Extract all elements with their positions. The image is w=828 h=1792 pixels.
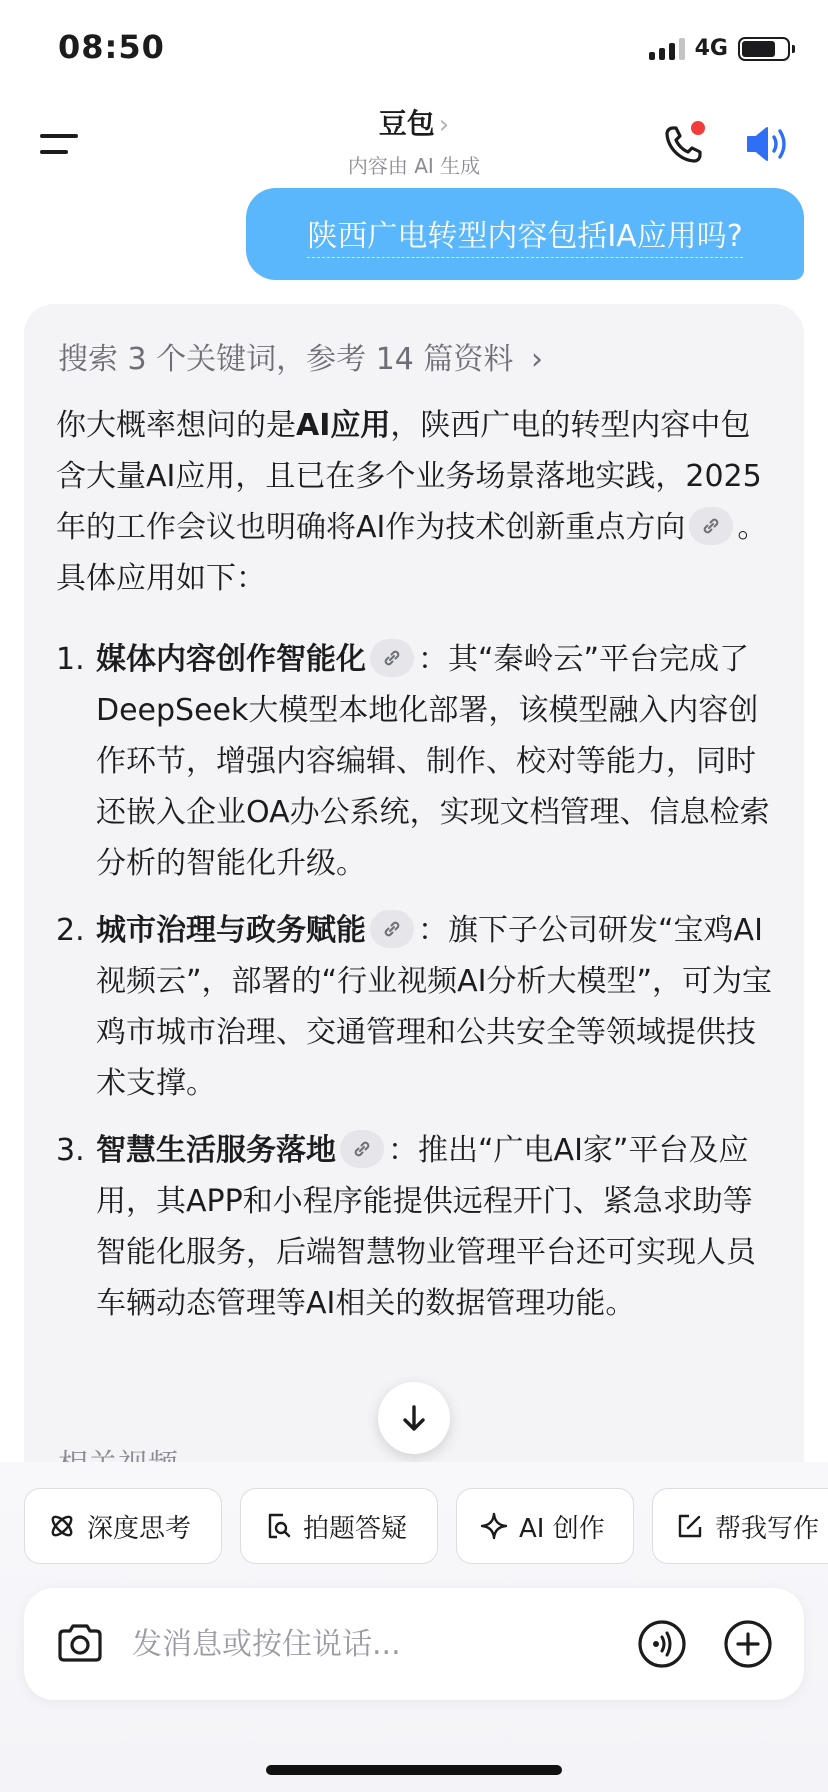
answer-list [56, 634, 772, 1329]
chip-label: 拍题答疑 [303, 1513, 408, 1544]
atom-icon [47, 1511, 77, 1541]
photo-question-button[interactable] [240, 1488, 438, 1564]
message-input[interactable] [132, 1618, 632, 1670]
search-references[interactable] [58, 334, 543, 378]
answer-card [24, 304, 804, 1544]
answer-intro: 你大概率想问的是AI应用，陕西广电的转型内容中包含大量AI应用，且已在多个业务场景落地实践，2025年的工作会议也明确将AI作为技术创新重点方向 。具体应用如下： [56, 408, 768, 596]
sparkle-icon [479, 1511, 509, 1541]
signal-icon [649, 38, 685, 60]
list-item-title: 媒体内容创作智能化 [96, 642, 366, 677]
list-item-title: 智慧生活服务落地 [96, 1133, 336, 1168]
citation-link-icon[interactable] [370, 639, 414, 677]
photo-search-icon [263, 1511, 293, 1541]
chevron-right-icon: › [438, 110, 450, 140]
ai-create-button[interactable] [456, 1488, 634, 1564]
list-item: 3. 智慧生活服务落地 ：推出“广电AI家”平台及应用，其APP和小程序能提供远程开门、紧急求助等智能化服务，后端智慧物业管理平台还可实现人员车辆动态管理等AI相关的数据管理功能。 [56, 1125, 772, 1329]
notification-dot [691, 121, 705, 135]
deep-thinking-button[interactable] [24, 1488, 222, 1564]
composer-area [0, 1462, 828, 1792]
scroll-down-button[interactable] [378, 1382, 450, 1454]
status-bar [0, 0, 828, 100]
list-item: 2. 城市治理与政务赋能 ：旗下子公司研发“宝鸡AI视频云”，部署的“行业视频AI分析大模型”，可为宝鸡市城市治理、交通管理和公共安全等领域提供技术支撑。 [56, 905, 772, 1109]
battery-icon [738, 37, 790, 61]
user-message-bubble[interactable] [246, 188, 804, 280]
chevron-right-icon: › [530, 342, 543, 377]
status-time: 08:50 [58, 28, 165, 66]
menu-icon[interactable] [36, 124, 84, 164]
battery-fill [742, 41, 775, 57]
list-item-text: 其“秦岭云”平台完成了DeepSeek大模型本地化部署，该模型融入内容创作环节，增强内容编辑、制作、校对等能力，同时还嵌入企业OA办公系统，实现文档管理、信息检索分析的智能化升级。 [96, 642, 770, 881]
header-title-group[interactable] [264, 102, 564, 179]
bot-name: 豆包 [378, 107, 435, 140]
list-item: 1. 媒体内容创作智能化 ：其“秦岭云”平台完成了DeepSeek大模型本地化部署，该模型融入内容创作环节，增强内容编辑、制作、校对等能力，同时还嵌入企业OA办公系统，实现文档管理、信息检索分析的智能化升级。 [56, 634, 772, 889]
chip-label: 深度思考 [87, 1513, 192, 1544]
list-item-text: 旗下子公司研发“宝鸡AI视频云”，部署的“行业视频AI分析大模型”，可为宝鸡市城市治理、交通管理和公共安全等领域提供技术支撑。 [96, 913, 772, 1101]
chip-label: AI 创作 [519, 1513, 605, 1544]
edit-icon [675, 1511, 705, 1541]
answer-intro-highlight: AI应用 [296, 408, 391, 443]
quick-actions [24, 1488, 828, 1564]
citation-link-icon[interactable] [340, 1130, 384, 1168]
list-number: 1. [56, 642, 85, 677]
citation-link-icon[interactable] [370, 910, 414, 948]
plus-icon[interactable] [720, 1616, 776, 1672]
message-input-bar [24, 1588, 804, 1700]
citation-link-icon[interactable] [689, 507, 733, 545]
list-number: 3. [56, 1133, 85, 1168]
help-write-button[interactable] [652, 1488, 828, 1564]
home-indicator [266, 1765, 562, 1775]
voice-call-icon[interactable] [634, 1616, 690, 1672]
speaker-icon[interactable] [740, 116, 796, 172]
user-message-text: 陕西广电转型内容包括IA应用吗? [307, 211, 742, 258]
list-number: 2. [56, 913, 85, 948]
chip-label: 帮我写作 [715, 1513, 820, 1544]
ai-generated-notice: 内容由 AI 生成 [347, 154, 481, 178]
network-label: 4G [694, 36, 728, 61]
list-item-title: 城市治理与政务赋能 [96, 913, 366, 948]
answer-body [56, 400, 772, 1345]
arrow-down-icon [398, 1402, 430, 1434]
search-summary: 搜索 3 个关键词，参考 14 篇资料 [58, 342, 514, 377]
list-item-text: 推出“广电AI家”平台及应用，其APP和小程序能提供远程开门、紧急求助等智能化服务，后端智慧物业管理平台还可实现人员车辆动态管理等AI相关的数据管理功能。 [96, 1133, 756, 1321]
camera-icon[interactable] [52, 1616, 108, 1672]
phone-call-icon[interactable] [656, 116, 712, 172]
chat-header [0, 100, 828, 190]
status-indicators [649, 36, 790, 61]
